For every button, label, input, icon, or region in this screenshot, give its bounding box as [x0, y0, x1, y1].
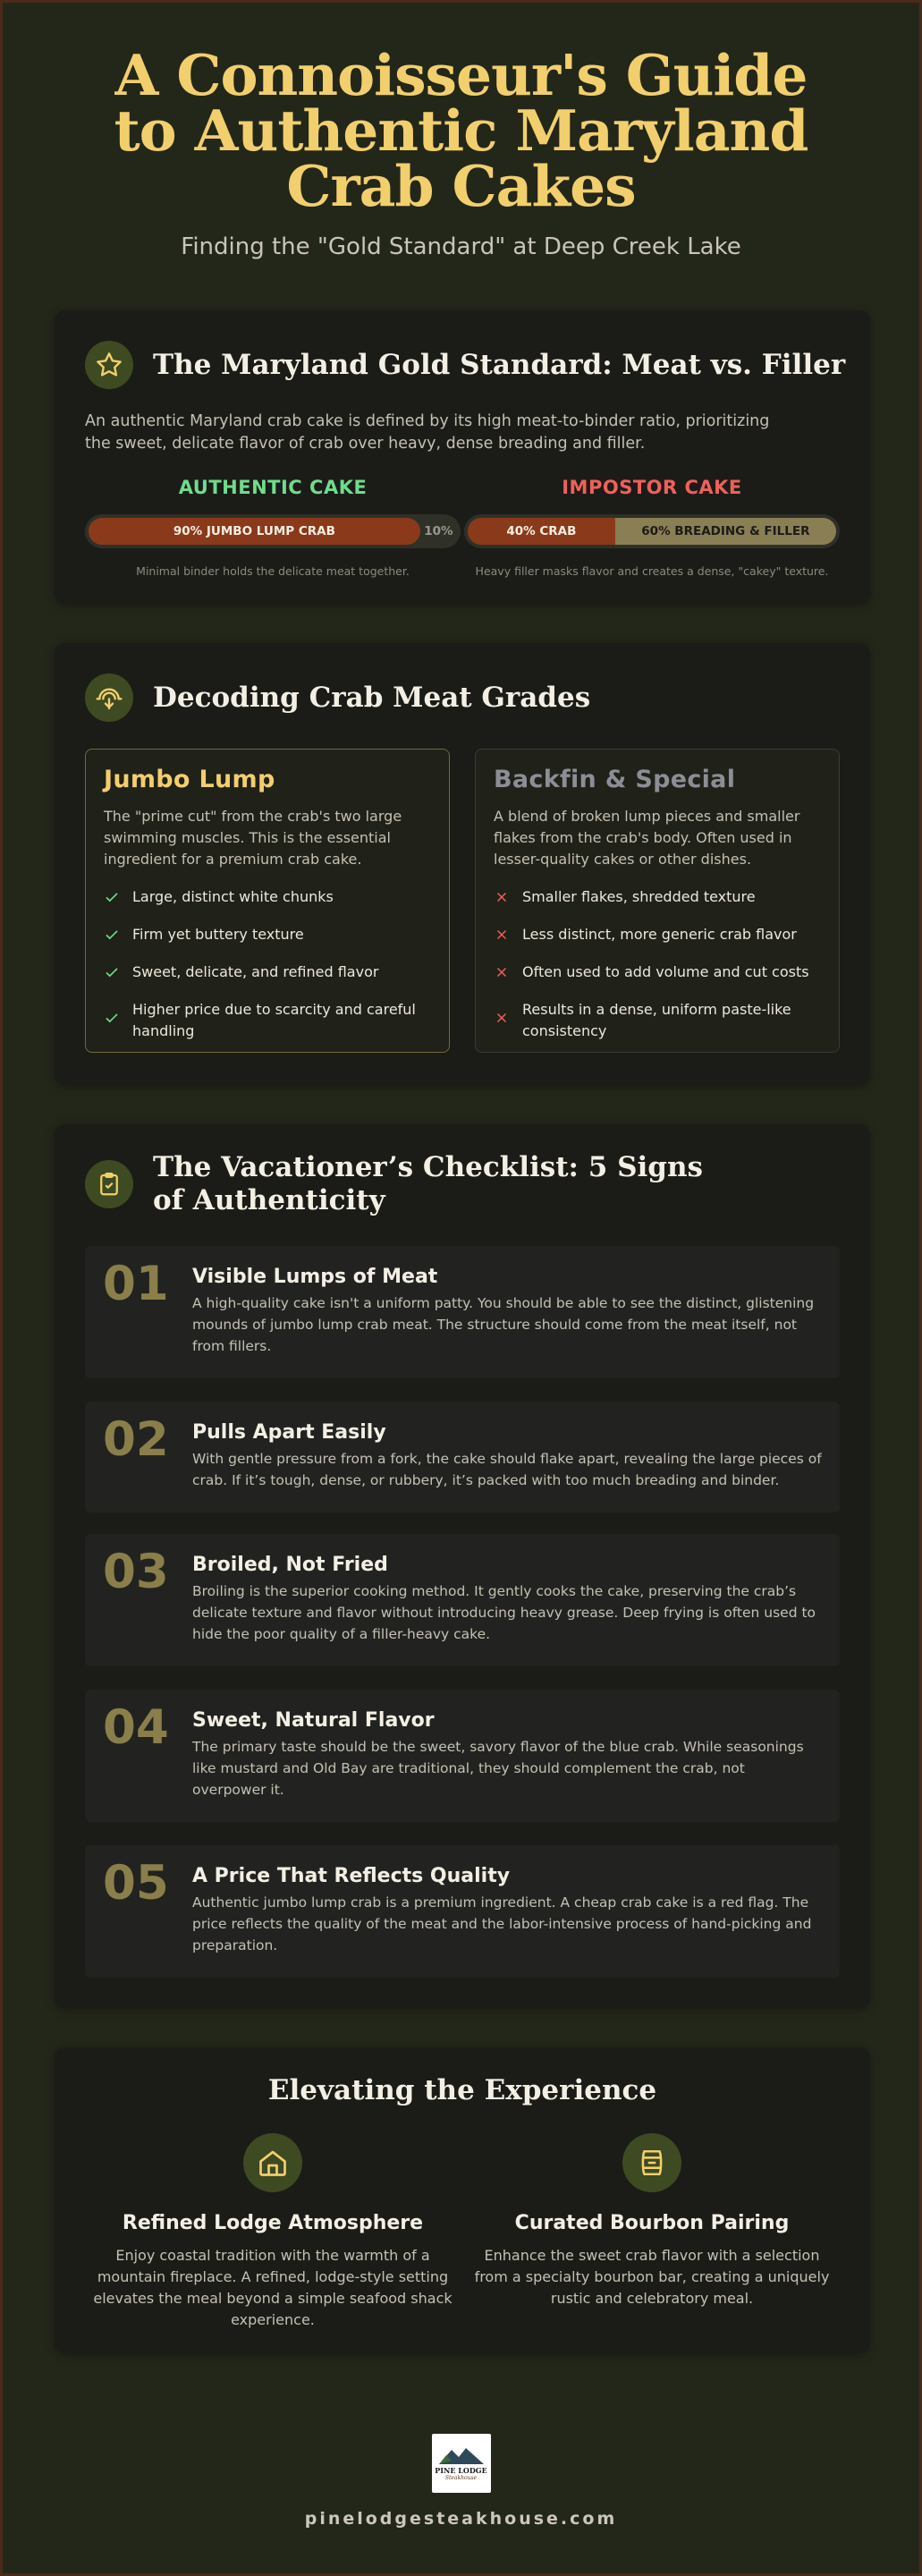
checklist-step — [85, 1402, 840, 1513]
x-icon — [494, 927, 512, 949]
x-icon — [494, 964, 512, 987]
gold-standard-card — [55, 310, 870, 604]
crab-grades-title: Decoding Crab Meat Grades — [153, 681, 591, 714]
check-icon — [104, 1010, 122, 1032]
step-title: Sweet, Natural Flavor — [192, 1709, 435, 1732]
authentic-cake-note: Minimal binder holds the delicate meat together. — [136, 564, 410, 578]
mountain-icon — [439, 2446, 484, 2464]
crab-icon — [85, 674, 133, 722]
experience-item — [85, 2133, 461, 2331]
impostor-cake-label: IMPOSTOR CAKE — [562, 477, 742, 498]
gold-standard-intro: An authentic Maryland crab cake is defined by its high meat-to-binder ratio, prioritizing the sweet, delicate flavor of crab over heavy, dense breading and filler. — [85, 412, 770, 453]
list-item: Smaller flakes, shredded texture — [494, 886, 821, 911]
list-item: Results in a dense, uniform paste-like consistency — [494, 999, 821, 1042]
backfin-panel — [475, 749, 840, 1053]
impostor-filler-segment: 60% BREADING & FILLER — [615, 518, 836, 545]
list-item: Higher price due to scarcity and careful handling — [104, 999, 431, 1042]
experience-item-title: Curated Bourbon Pairing — [514, 2212, 790, 2234]
hero — [3, 3, 919, 260]
experience-card — [55, 2047, 870, 2353]
experience-item — [464, 2133, 840, 2309]
checklist-step — [85, 1690, 840, 1822]
step-title: Broiled, Not Fried — [192, 1554, 388, 1576]
checklist-step — [85, 1845, 840, 1978]
backfin-title: Backfin & Special — [494, 766, 736, 793]
step-number: 03 — [103, 1545, 169, 1599]
website-link[interactable]: pinelodgesteakhouse.com — [304, 2509, 618, 2529]
list-item: Often used to add volume and cut costs — [494, 962, 821, 987]
logo-wordmark: PINE LODGE — [435, 2465, 487, 2475]
checklist-card — [55, 1124, 870, 2008]
list-item: Sweet, delicate, and refined flavor — [104, 962, 431, 987]
authentic-meat-segment: 90% JUMBO LUMP CRAB — [89, 518, 420, 545]
step-number: 01 — [103, 1257, 169, 1311]
pine-lodge-logo[interactable] — [432, 2434, 491, 2493]
list-item: Large, distinct white chunks — [104, 886, 431, 911]
experience-item-text: Enhance the sweet crab flavor with a selection from a specialty bourbon bar, creating a uniquely rustic and celebratory meal. — [474, 2247, 830, 2307]
impostor-meat-segment: 40% CRAB — [468, 518, 615, 545]
check-icon — [104, 964, 122, 987]
footer — [3, 2434, 919, 2529]
x-icon — [494, 1010, 512, 1032]
step-text: The primary taste should be the sweet, savory flavor of the blue crab. While seasonings like mustard and Old Bay are traditional, they should complement the crab, not overpower it. — [192, 1739, 804, 1798]
impostor-cake-note: Heavy filler masks flavor and creates a dense, "cakey" texture. — [475, 564, 829, 578]
jumbo-lump-panel — [85, 749, 450, 1053]
check-icon — [104, 889, 122, 911]
step-text: Broiling is the superior cooking method. It gently cooks the cake, preserving the crab’s delicate texture and flavor without introducing heavy grease. Deep frying is often used to hide the poor quality of a filler-heavy cake. — [192, 1583, 816, 1642]
authentic-binder-segment: 10% — [424, 524, 453, 538]
impostor-ratio-bar — [464, 514, 840, 548]
check-icon — [104, 927, 122, 949]
step-text: A high-quality cake isn't a uniform patty. You should be able to see the distinct, glistening mounds of jumbo lump crab meat. The structure should come from the meat itself, not from fillers. — [192, 1295, 815, 1354]
step-number: 04 — [103, 1700, 169, 1755]
step-number: 02 — [103, 1412, 169, 1467]
authentic-cake-label: AUTHENTIC CAKE — [178, 477, 368, 498]
star-icon — [85, 341, 133, 389]
crab-grades-card — [55, 643, 870, 1085]
list-item: Less distinct, more generic crab flavor — [494, 924, 821, 949]
jumbo-lump-desc: The "prime cut" from the crab's two large swimming muscles. This is the essential ingredient for a premium crab cake. — [104, 808, 402, 868]
checklist-header — [85, 1151, 725, 1217]
crab-grades-header — [85, 674, 590, 722]
page-subtitle: Finding the "Gold Standard" at Deep Creek Lake — [181, 233, 741, 260]
experience-title: Elevating the Experience — [267, 2074, 657, 2106]
logo-subtitle: Steakhouse — [444, 2474, 478, 2481]
step-number: 05 — [103, 1856, 169, 1911]
step-text: Authentic jumbo lump crab is a premium ingredient. A cheap crab cake is a red flag. The price reflects the quality of the meat and the labor-intensive process of hand-picking and preparation. — [192, 1894, 812, 1953]
jumbo-lump-title: Jumbo Lump — [104, 766, 275, 793]
gold-standard-header — [85, 341, 845, 389]
backfin-desc: A blend of broken lump pieces and smaller flakes from the crab's body. Often used in lesser-quality cakes or other dishes. — [494, 808, 800, 868]
authentic-ratio-bar — [85, 514, 461, 548]
clipboard-check-icon — [85, 1160, 133, 1208]
page-title: A Connoisseur's Guide to Authentic Maryland Crab Cakes — [114, 42, 808, 219]
home-icon — [243, 2133, 302, 2192]
checklist-title: The Vacationer’s Checklist: 5 Signs of Authenticity — [153, 1151, 703, 1216]
experience-item-title: Refined Lodge Atmosphere — [122, 2212, 424, 2234]
x-icon — [494, 889, 512, 911]
gold-standard-title: The Maryland Gold Standard: Meat vs. Filler — [153, 348, 846, 381]
step-text: With gentle pressure from a fork, the cake should flake apart, revealing the large pieces of crab. If it’s tough, dense, or rubbery, it’s packed with too much breading and binder. — [192, 1451, 822, 1488]
checklist-step — [85, 1534, 840, 1666]
step-title: Pulls Apart Easily — [192, 1421, 386, 1444]
authentic-cake-panel — [85, 477, 461, 578]
checklist-step — [85, 1246, 840, 1378]
bourbon-barrel-icon — [622, 2133, 681, 2192]
experience-item-text: Enjoy coastal tradition with the warmth of a mountain fireplace. A refined, lodge-style setting elevates the meal beyond a simple seafood shack experience. — [93, 2247, 453, 2328]
impostor-cake-panel — [464, 477, 840, 578]
list-item: Firm yet buttery texture — [104, 924, 431, 949]
step-title: Visible Lumps of Meat — [192, 1266, 438, 1288]
step-title: A Price That Reflects Quality — [192, 1865, 511, 1887]
backfin-list — [494, 886, 821, 1042]
jumbo-lump-list — [104, 886, 431, 1042]
